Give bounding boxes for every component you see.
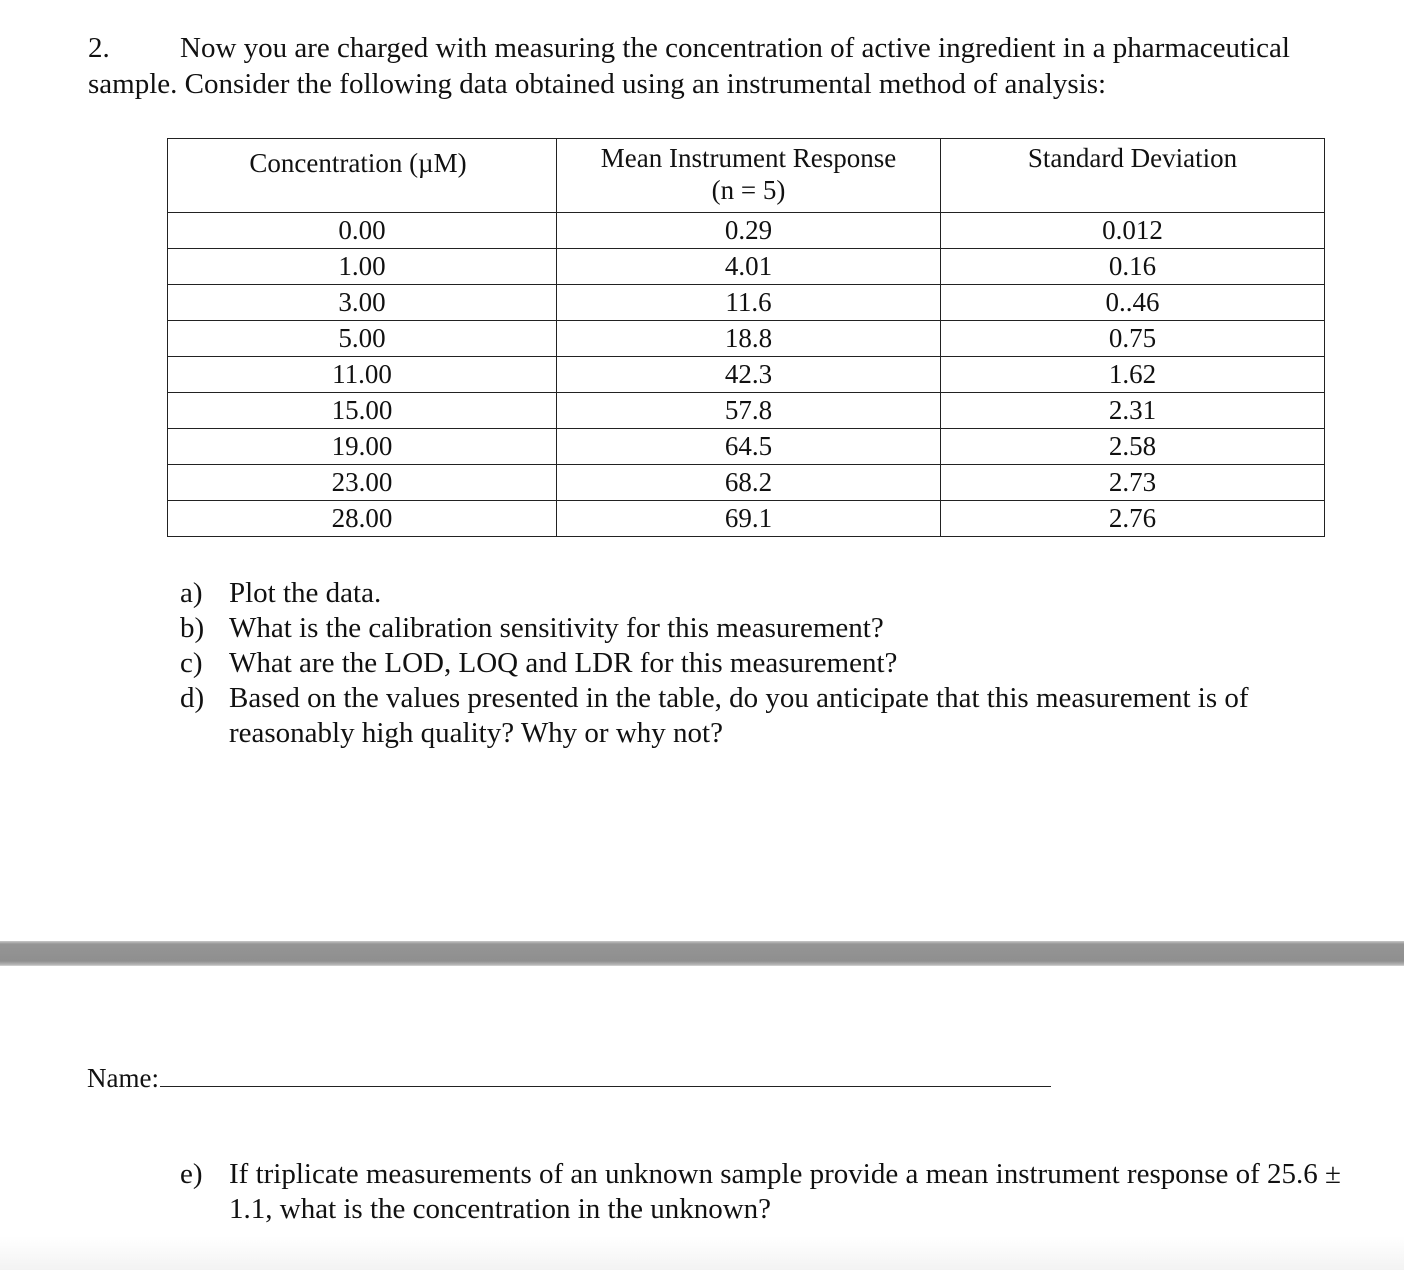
cell-std-dev: 0.75	[941, 321, 1325, 357]
cell-std-dev: 0.16	[941, 249, 1325, 285]
table-row	[168, 465, 1325, 501]
sub-question-list	[180, 576, 1380, 751]
cell-concentration: 3.00	[168, 285, 557, 321]
cell-response: 69.1	[557, 501, 941, 537]
cell-std-dev: 1.62	[941, 357, 1325, 393]
table-header-row	[168, 139, 1325, 213]
sub-question-text: What are the LOD, LOQ and LDR for this measurement?	[229, 647, 898, 679]
header-std-dev	[941, 139, 1325, 213]
question-intro: Now you are charged with measuring the concentration of active ingredient in a pharmaceutical sample. Consider the following data obtained using an instrumental method of analysis:	[88, 32, 1290, 100]
table-row	[168, 501, 1325, 537]
cell-response: 57.8	[557, 393, 941, 429]
cell-response: 18.8	[557, 321, 941, 357]
cell-std-dev: 2.58	[941, 429, 1325, 465]
cell-response: 11.6	[557, 285, 941, 321]
cell-std-dev: 2.76	[941, 501, 1325, 537]
cell-response: 68.2	[557, 465, 941, 501]
cell-concentration: 5.00	[168, 321, 557, 357]
cell-std-dev: 0..46	[941, 285, 1325, 321]
cell-response: 4.01	[557, 249, 941, 285]
sub-question-label: b)	[180, 612, 205, 644]
sub-question-text: Based on the values presented in the table, do you anticipate that this measurement is of reasonably high quality? Why or why not?	[229, 682, 1249, 749]
name-label: Name:	[87, 1063, 159, 1093]
cell-concentration: 15.00	[168, 393, 557, 429]
cell-std-dev: 2.31	[941, 393, 1325, 429]
calibration-data-table	[167, 138, 1325, 537]
table-row	[168, 321, 1325, 357]
cell-response: 64.5	[557, 429, 941, 465]
bottom-fade	[0, 1236, 1404, 1270]
header-concentration	[168, 139, 557, 213]
cell-concentration: 23.00	[168, 465, 557, 501]
table-row	[168, 213, 1325, 249]
sub-question-d	[180, 681, 1380, 751]
header-concentration-label: Concentration (µM)	[249, 148, 467, 178]
table-row	[168, 393, 1325, 429]
sub-question-a	[180, 576, 1380, 611]
cell-std-dev: 0.012	[941, 213, 1325, 249]
sub-question-label: d)	[180, 682, 205, 714]
header-std-dev-label: Standard Deviation	[1027, 143, 1238, 173]
sub-question-text: If triplicate measurements of an unknown sample provide a mean instrument response of 25.6 ± 1.1, what is the concentration in the unknown?	[229, 1158, 1341, 1225]
sub-question-label: e)	[180, 1158, 203, 1190]
sub-question-text: What is the calibration sensitivity for this measurement?	[229, 612, 884, 644]
sub-question-e	[180, 1157, 1380, 1227]
sub-question-text: Plot the data.	[229, 577, 382, 609]
page-break-divider	[0, 941, 1404, 966]
cell-concentration: 28.00	[168, 501, 557, 537]
question-number: 2.	[88, 32, 110, 64]
header-mean-response	[557, 139, 941, 213]
header-mean-response-line1: Mean Instrument Response	[600, 143, 897, 173]
table-row	[168, 285, 1325, 321]
table-row	[168, 249, 1325, 285]
cell-response: 0.29	[557, 213, 941, 249]
cell-std-dev: 2.73	[941, 465, 1325, 501]
table-row	[168, 429, 1325, 465]
cell-concentration: 19.00	[168, 429, 557, 465]
cell-concentration: 11.00	[168, 357, 557, 393]
cell-concentration: 1.00	[168, 249, 557, 285]
sub-question-label: a)	[180, 577, 203, 609]
name-field-line[interactable]	[160, 1086, 1051, 1087]
cell-response: 42.3	[557, 357, 941, 393]
table-row	[168, 357, 1325, 393]
cell-concentration: 0.00	[168, 213, 557, 249]
header-mean-response-line2: (n = 5)	[711, 175, 786, 205]
sub-question-label: c)	[180, 647, 203, 679]
sub-question-c	[180, 646, 1380, 681]
sub-question-b	[180, 611, 1380, 646]
sub-question-list-continued	[180, 1157, 1380, 1227]
